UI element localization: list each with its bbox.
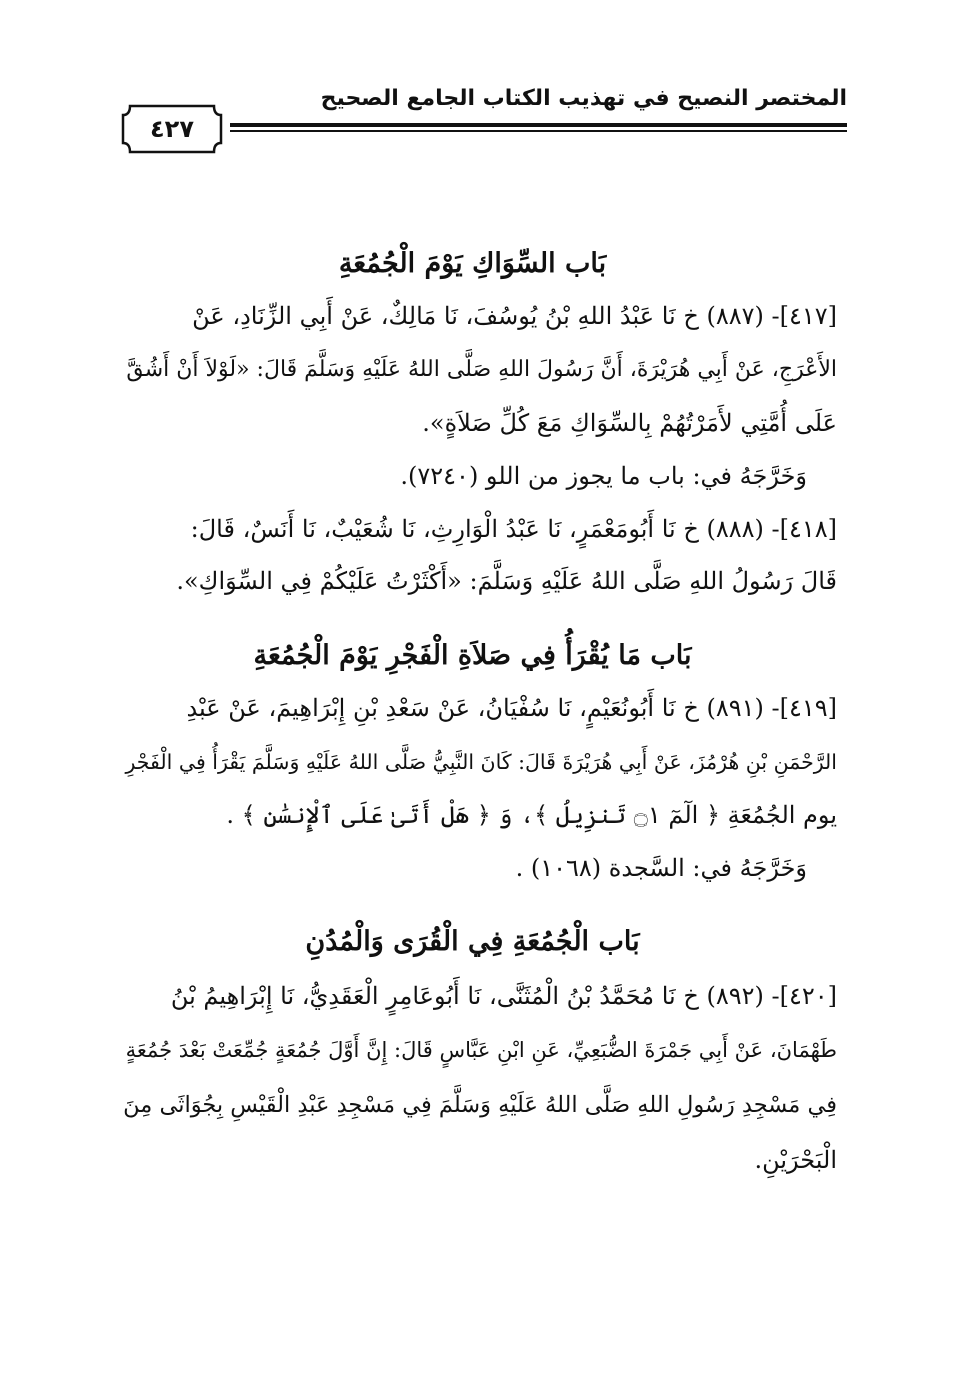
hadith-line: قَالَ رَسُولُ اللهِ صَلَّى اللهُ عَلَيْهِ وَسَلَّمَ: «أَكْثَرْتُ عَلَيْكُمْ فِي السِّوَاكِ».: [176, 567, 837, 595]
chapter-heading: بَاب السِّوَاكِ يَوْمَ الْجُمُعَةِ: [338, 248, 607, 279]
header-rule: [230, 123, 847, 127]
page-number: ٤٢٧: [150, 115, 194, 143]
hadith-line: عَلَى أُمَّتِي لأَمَرْتُهُمْ بِالسِّوَاكِ مَعَ كُلِّ صَلاَةٍ».: [422, 409, 837, 437]
hadith-line: الْبَحْرَيْنِ.: [754, 1146, 837, 1174]
hadith-line: يوم الجُمُعَةِ ﴿ الٓمٓ ۝١ تَنزِيلُ ﴾، وَ ﴿ هَلْ أَتَىٰ عَلَى ٱلْإِنسَٰنِ ﴾ .: [226, 801, 837, 829]
page-number-frame: [120, 103, 224, 155]
takhrij-line: وَخَرَّجَهُ في: باب ما يجوز من اللو (٧٢٤٠).: [400, 462, 807, 490]
hadith-line: [٤١٩]- (٨٩١) خ نَا أَبُونُعَيْمٍ، نَا سُفْيَانُ، عَنْ سَعْدِ بْنِ إِبْرَاهِيمَ، عَنْ عَبْدِ: [186, 694, 837, 722]
chapter-heading: بَاب مَا يُقْرَأُ فِي صَلاَةِ الْفَجْرِ يَوْمَ الْجُمُعَةِ: [253, 640, 692, 671]
hadith-line: الرَّحْمَنِ بْنِ هُرْمُزَ، عَنْ أَبِي هُرَيْرَةَ قَالَ: كَانَ النَّبِيُّ صَلَّى اللهُ عَلَيْهِ وَسَلَّمَ يَقْرَأُ فِي الْفَجْرِ: [125, 750, 837, 774]
hadith-line: [٤١٨]- (٨٨٨) خ نَا أَبُومَعْمَرٍ، نَا عَبْدُ الْوَارِثِ، نَا شُعَيْبٌ، نَا أَنَسٌ، قَالَ:: [190, 515, 837, 543]
header-rule-thin: [230, 130, 847, 132]
hadith-line: فِي مَسْجِدِ رَسُولِ اللهِ صَلَّى اللهُ عَلَيْهِ وَسَلَّمَ فِي مَسْجِدِ عَبْدِ الْقَيْسِ بِجُوَاثَى مِنَ: [123, 1092, 837, 1118]
running-title: المختصر النصيح في تهذيب الكتاب الجامع الصحيح: [320, 86, 847, 111]
hadith-line: [٤١٧]- (٨٨٧) خ نَا عَبْدُ اللهِ بْنُ يُوسُفَ، نَا مَالِكٌ، عَنْ أَبِي الزِّنَادِ، عَنْ: [192, 302, 837, 330]
hadith-line: [٤٢٠]- (٨٩٢) خ نَا مُحَمَّدُ بْنُ الْمُثَنَّى، نَا أَبُوعَامِرٍ الْعَقَدِيُّ، نَا إِبْرَاهِيمُ بْنُ: [170, 982, 837, 1010]
takhrij-line: وَخَرَّجَهُ في: السَّجدة (١٠٦٨) .: [515, 854, 807, 882]
hadith-line: الأَعْرَجِ، عَنْ أَبِي هُرَيْرَةَ، أَنَّ رَسُولَ اللهِ صَلَّى اللهُ عَلَيْهِ وَسَلَّمَ قَالَ: «لَوْلاَ أَنْ أَشُقَّ: [126, 357, 837, 382]
chapter-heading: بَاب الْجُمُعَةِ فِي الْقُرَى وَالْمُدُنِ: [305, 926, 640, 957]
hadith-line: طَهْمَانَ، عَنْ أَبِي جَمْرَةَ الضُّبَعِيِّ، عَنِ ابْنِ عَبَّاسٍ قَالَ: إِنَّ أَوَّلَ جُمُعَةٍ جُمِّعَتْ بَعْدَ جُمُعَةٍ: [125, 1038, 837, 1062]
